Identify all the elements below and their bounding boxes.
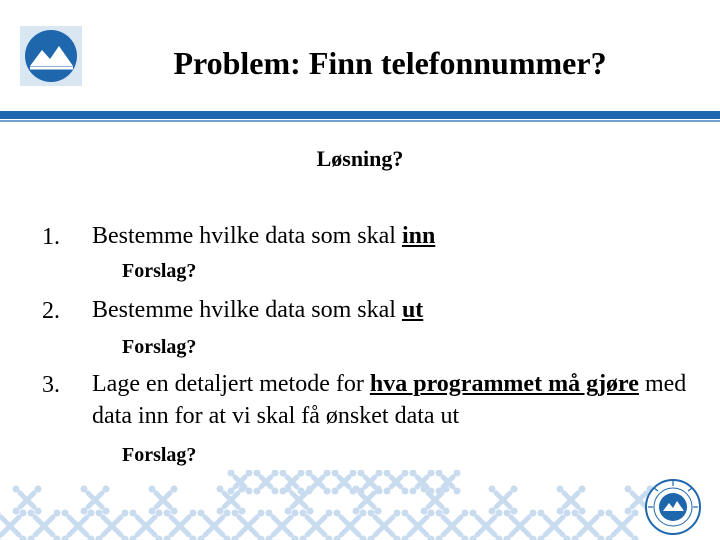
item-text-2 (92, 294, 702, 326)
slide-subtitle: Løsning? (316, 146, 404, 171)
university-seal-icon (644, 478, 702, 536)
page-title: Problem: Finn telefonnummer? (173, 45, 607, 81)
header-divider-thin (0, 120, 720, 122)
header-divider (0, 111, 720, 119)
item-number-2: 2. (42, 298, 60, 324)
item-highlight-1: inn (401, 223, 436, 249)
item-text-1 (92, 220, 702, 252)
item-text-3-lead: Lage en detaljert metode for (92, 371, 370, 397)
item-sub-1: Forslag? (122, 260, 197, 282)
item-text-1-lead: Bestemme hvilke data som skal (92, 223, 402, 249)
item-text-2-lead: Bestemme hvilke data som skal (92, 297, 402, 323)
item-text-3 (92, 368, 702, 432)
item-highlight-3: hva programmet må gjøre (369, 371, 639, 397)
item-sub-2: Forslag? (122, 336, 197, 358)
item-text-3-tail: med data inn for at vi skal få ønsket data ut (92, 371, 687, 429)
item-sub-3: Forslag? (122, 444, 197, 466)
item-highlight-2: ut (401, 297, 424, 323)
item-number-1: 1. (42, 224, 60, 250)
snowflake-pattern-icon (0, 470, 720, 540)
item-number-3: 3. (42, 372, 60, 398)
